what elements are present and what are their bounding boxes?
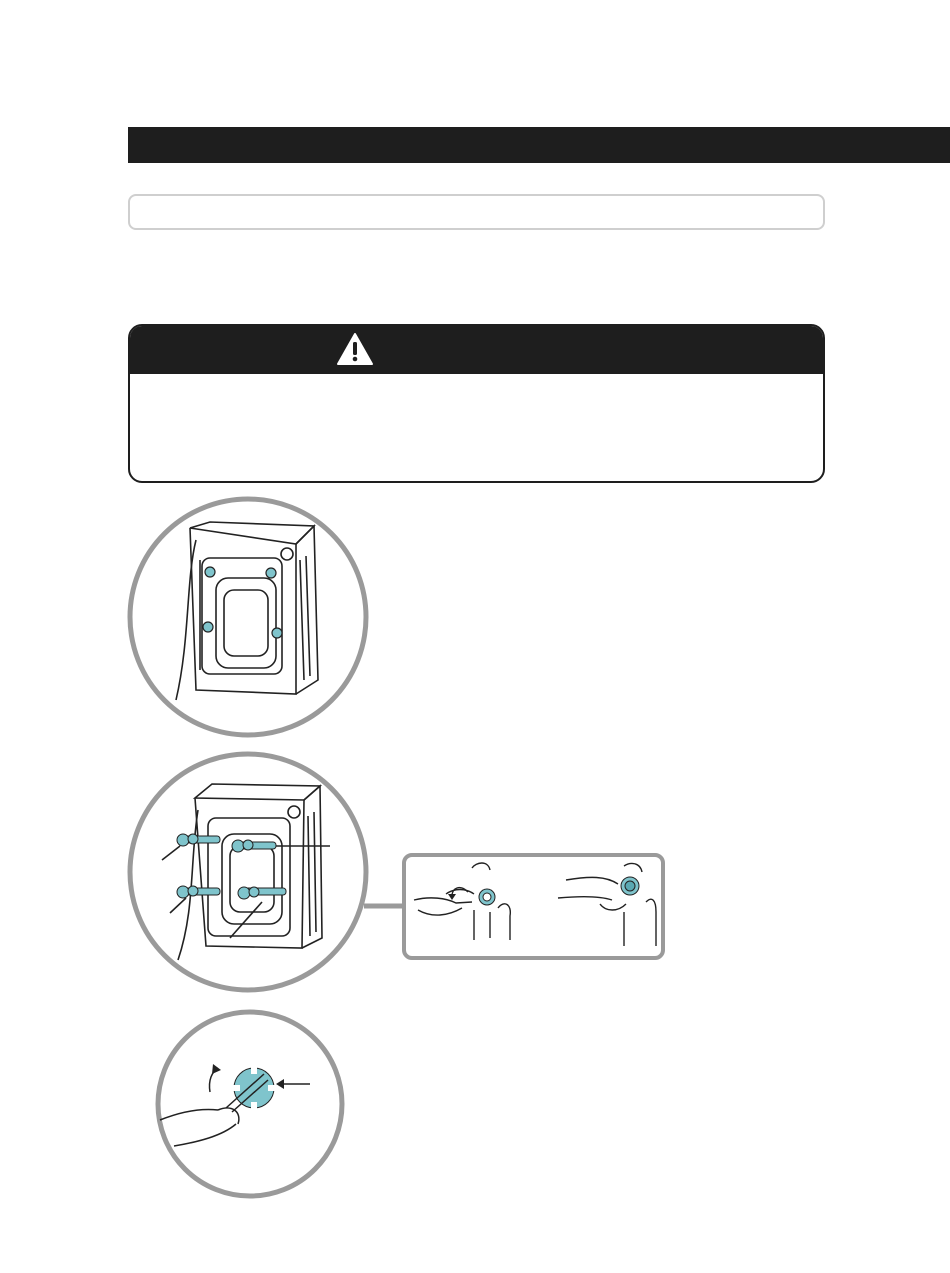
bolt-removal-detail (404, 855, 663, 958)
hole-cap-insertion (158, 1012, 342, 1196)
washer-transit-bolts (130, 754, 366, 990)
washer-back-view (130, 499, 366, 735)
